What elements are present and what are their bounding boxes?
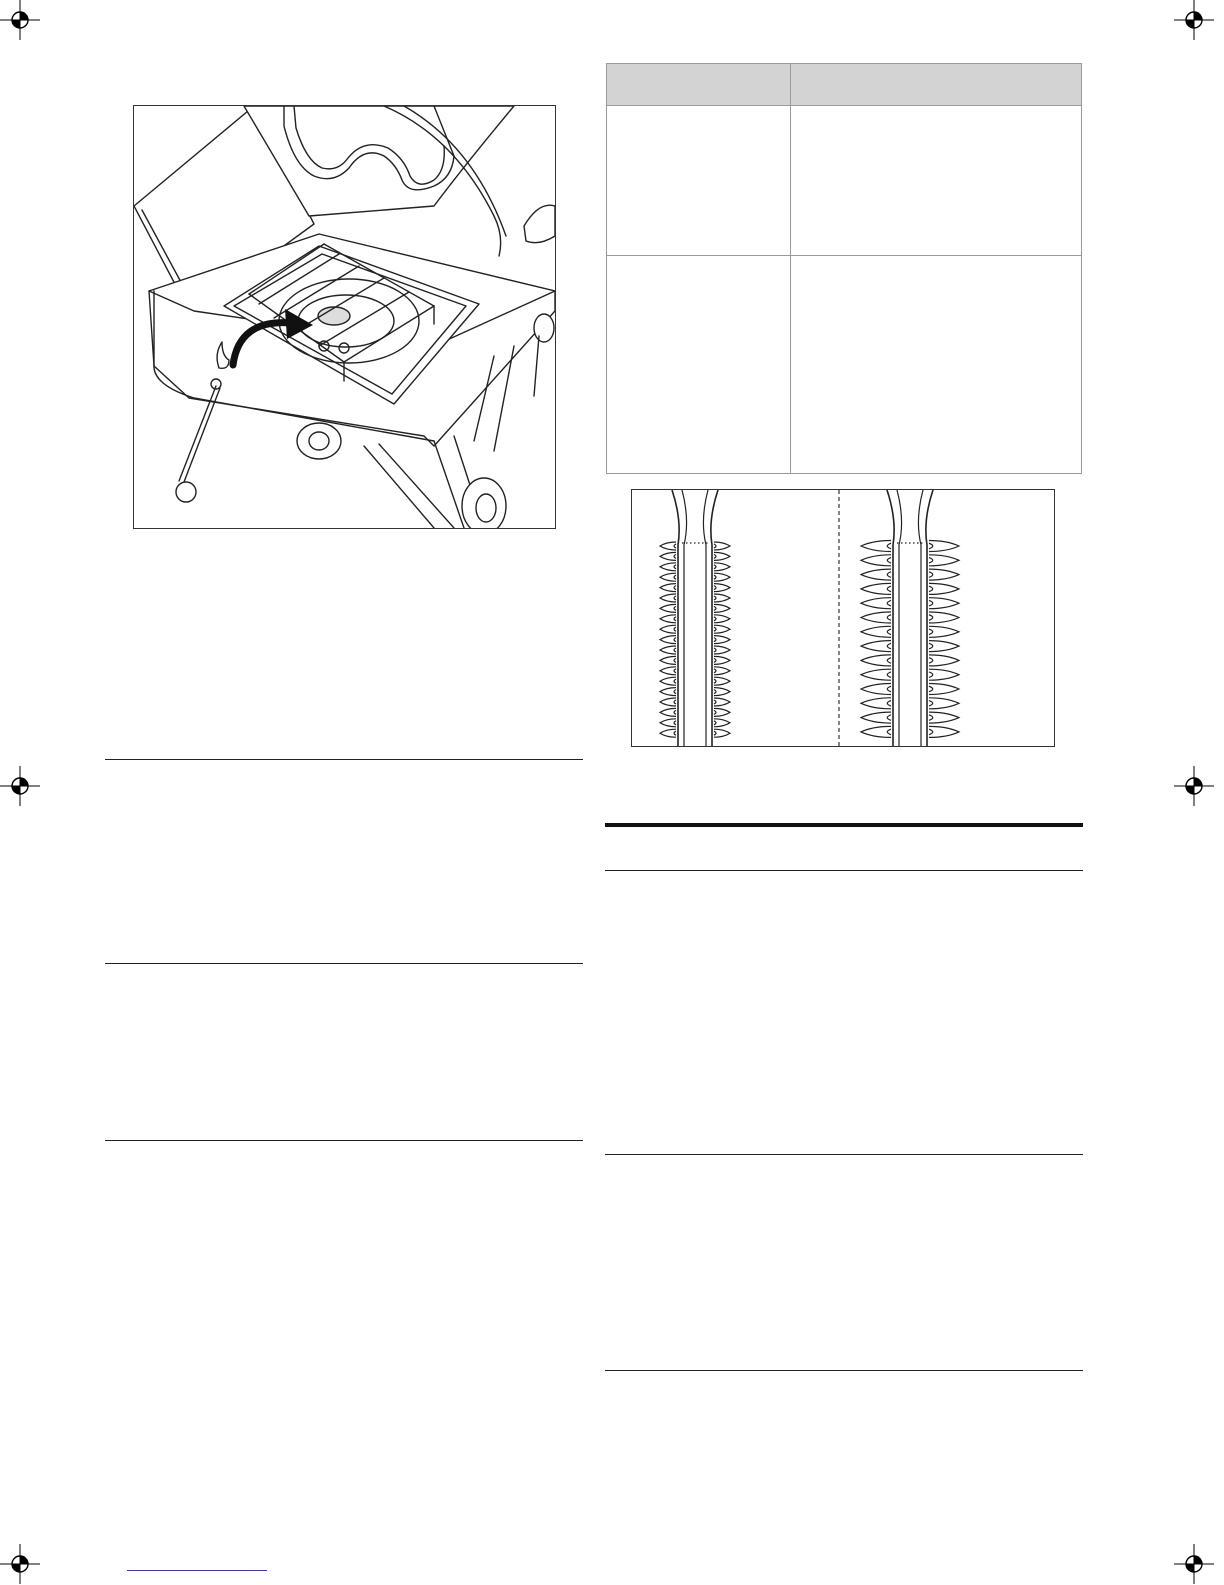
burner-flame-core [887,543,891,549]
burner-flame [929,684,959,695]
burner-flame [861,726,891,737]
footer-link[interactable] [127,1570,267,1585]
burner-flame-illustration [631,489,1055,747]
burner-flame-core [674,721,676,725]
burner-flame-core [929,586,933,592]
burner-flame-core [714,544,716,548]
burner-flame-core [674,554,676,558]
burner-flame [861,655,891,666]
burner-flame-core [714,669,716,673]
burner-flame-core [674,679,676,683]
table-header-row [607,64,1082,106]
burner-flame [929,698,959,709]
burner-flame-core [929,658,933,664]
burner-flame-core [674,648,676,652]
burner-flame-core [674,690,676,694]
burner-flame-core [714,596,716,600]
burner-flame [861,641,891,652]
burner-flame [929,598,959,609]
burner-flame [861,541,891,552]
burner-flame-core [929,615,933,621]
burner-flame-core [714,710,716,714]
table-row [607,106,1082,256]
registration-mark-icon [0,766,40,806]
burner-flame-core [714,721,716,725]
burner-flame-core [674,669,676,673]
burner-flame-core [674,617,676,621]
burner-flame [929,583,959,594]
burner-flame-core [714,554,716,558]
table-cell [607,106,791,256]
section-divider [605,1154,1083,1155]
burner-flame [861,569,891,580]
registration-mark-icon [0,1544,40,1584]
burner-flame-core [674,565,676,569]
burner-flame [861,712,891,723]
burner-flame [861,555,891,566]
burner-flame-core [674,606,676,610]
registration-mark-icon [1174,1544,1214,1584]
burner-flame [929,655,959,666]
burner-flame-core [714,606,716,610]
burner-flame-core [929,572,933,578]
burner-flame-core [929,729,933,735]
burner-flame-core [887,729,891,735]
burner-flame [861,669,891,680]
section-divider [105,1140,583,1141]
table-header-cell [791,64,1082,106]
burner-flame-core [714,648,716,652]
registration-mark-icon [1174,766,1214,806]
burner-flame [929,641,959,652]
burner-flame [929,569,959,580]
burner-flame-core [929,543,933,549]
grill-illustration [133,105,556,529]
registration-mark-icon [1174,0,1214,40]
burner-flame-core [674,700,676,704]
table-cell [791,256,1082,474]
table-cell [791,106,1082,256]
burner-flame [861,583,891,594]
burner-flame-core [674,596,676,600]
burner-flame [861,626,891,637]
burner-flame-core [714,617,716,621]
burner-flame-core [714,638,716,642]
burner-flame-core [929,629,933,635]
burner-flame [861,612,891,623]
burner-flame-core [714,731,716,735]
burner-flame-core [887,572,891,578]
burner-flame-core [714,627,716,631]
burner-flame-core [887,629,891,635]
burner-flame-core [674,627,676,631]
burner-flame-core [714,679,716,683]
burner-flame [861,684,891,695]
burner-flame-core [674,638,676,642]
table-row [607,256,1082,474]
burner-flame-core [887,701,891,707]
burner-flame-core [929,643,933,649]
burner-flame [861,598,891,609]
burner-flame-core [887,615,891,621]
burner-flame-core [887,600,891,606]
burner-flame-core [887,658,891,664]
table-cell [607,256,791,474]
burner-flame-core [714,690,716,694]
burner-flame-core [887,715,891,721]
section-divider [105,759,583,760]
troubleshooting-table [606,63,1082,474]
burner-flame-core [929,558,933,564]
curved-arrow-icon [229,301,319,371]
burner-flame-core [929,672,933,678]
burner-flame-core [674,586,676,590]
burner-flame-core [929,701,933,707]
burner-flame [929,669,959,680]
burner-flame-core [887,643,891,649]
burner-flame-core [674,658,676,662]
burner-flame-core [929,686,933,692]
section-heading-rule [605,823,1083,827]
table-header-cell [607,64,791,106]
section-divider [605,1370,1083,1371]
burner-flame-core [887,686,891,692]
burner-flame-core [887,672,891,678]
burner-flame-core [674,575,676,579]
burner-flame-core [887,558,891,564]
burner-flame-core [714,658,716,662]
burner-flame-core [929,715,933,721]
burner-flame [929,612,959,623]
burner-flame [929,726,959,737]
section-divider [605,870,1083,871]
burner-flame-core [929,600,933,606]
burner-flame-core [674,544,676,548]
burner-flame-core [887,586,891,592]
section-divider [105,963,583,964]
burner-flame-core [674,710,676,714]
burner-flame-core [714,565,716,569]
registration-mark-icon [0,0,40,40]
burner-flame [861,698,891,709]
burner-flame-core [674,731,676,735]
burner-flame-core [714,586,716,590]
burner-flame [929,541,959,552]
burner-flame-core [714,700,716,704]
burner-flame [929,626,959,637]
burner-flame [929,712,959,723]
burner-flame [929,555,959,566]
burner-flame-core [714,575,716,579]
